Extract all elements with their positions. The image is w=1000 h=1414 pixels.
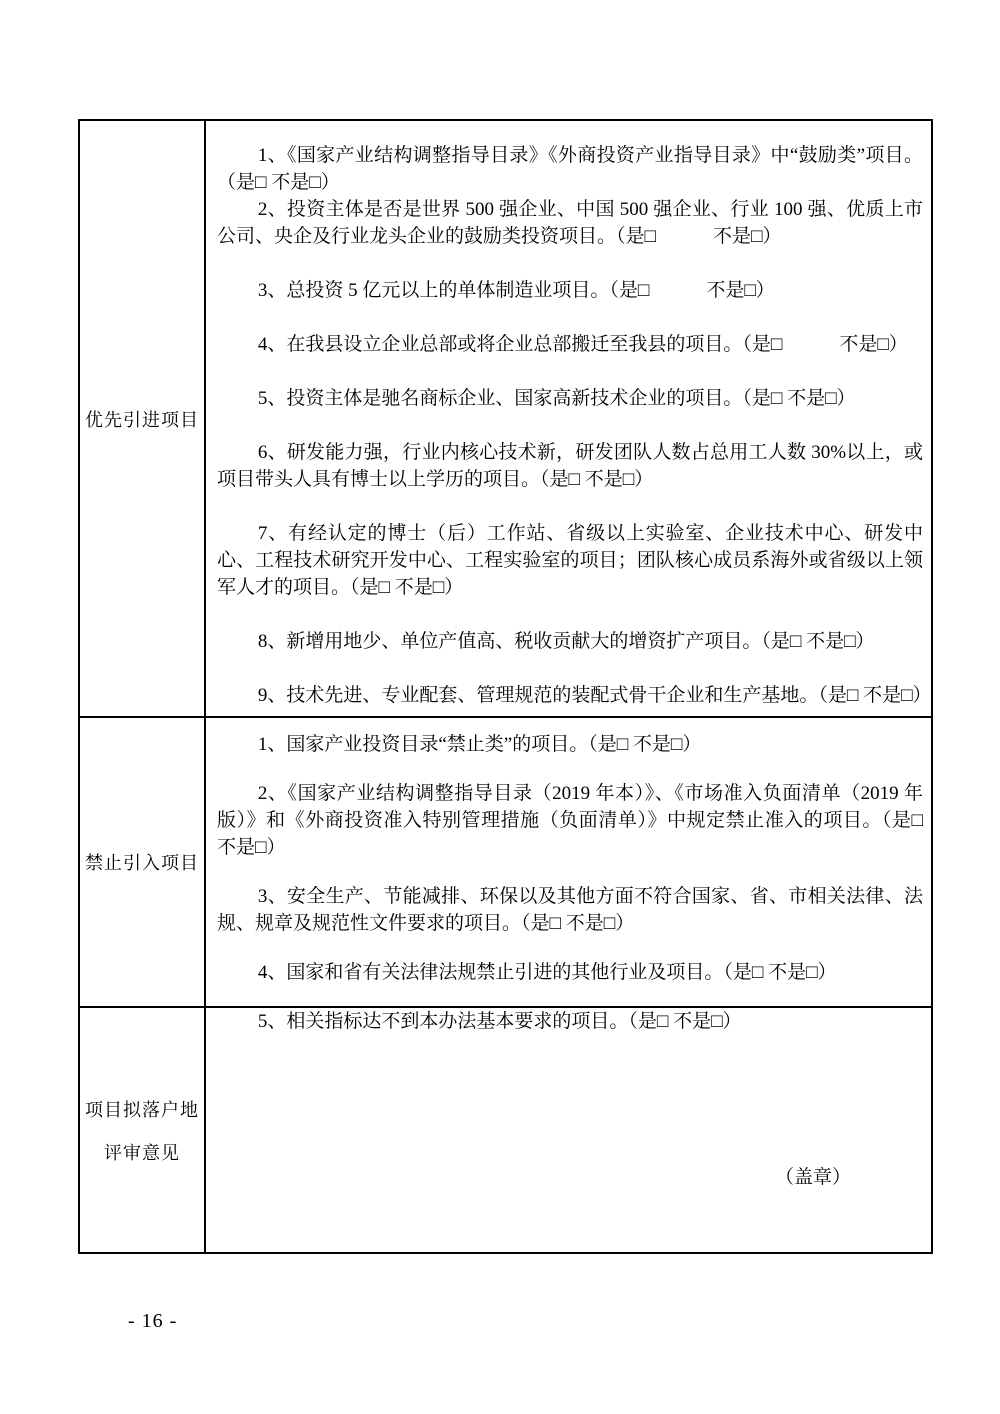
prohibited-projects-criteria [206,718,931,1032]
criteria-item: 6、研发能力强，行业内核心技术新，研发团队人数占总用工人数 30%以上，或项目带头人具有博士以上学历的项目。（是□ 不是□） [217,442,923,490]
criteria-item: 4、在我县设立企业总部或将企业总部搬迁至我县的项目。（是□ 不是□） [257,334,908,355]
row-label-line: 评审意见 [104,1142,180,1163]
settlement-review-opinion-area [206,1008,931,1252]
criteria-item: 7、有经认定的博士（后）工作站、省级以上实验室、企业技术中心、研发中心、工程技术研究开发中心、工程实验室的项目；团队核心成员系海外或省级以上领军人才的项目。（是□ 不是□） [217,523,923,598]
criteria-item: 3、总投资 5 亿元以上的单体制造业项目。（是□ 不是□） [257,280,775,301]
row-label-settlement-review-opinion [80,1008,206,1252]
row-label-priority-projects: 优先引进项目 [80,121,206,716]
stamp-label: （盖章） [774,1167,851,1188]
criteria-item: 5、投资主体是驰名商标企业、国家高新技术企业的项目。（是□ 不是□） [257,388,856,409]
criteria-item: 9、技术先进、专业配套、管理规范的装配式骨干企业和生产基地。（是□ 不是□） [257,685,932,706]
criteria-item: 5、相关指标达不到本办法基本要求的项目。（是□ 不是□） [257,1011,742,1032]
criteria-item: 3、安全生产、节能减排、环保以及其他方面不符合国家、省、市相关法律、法规、规章及规范性文件要求的项目。（是□ 不是□） [217,886,923,934]
project-review-table [78,119,933,1254]
criteria-item: 2、《国家产业结构调整指导目录（2019 年本）》、《市场准入负面清单（2019 年版）》和《外商投资准入特别管理措施（负面清单）》中规定禁止准入的项目。（是□ 不是□） [217,783,923,858]
row-prohibited-projects [80,716,931,1032]
criteria-item: 1、《国家产业结构调整指导目录》《外商投资产业指导目录》中“鼓励类”项目。（是□ 不是□） [217,145,923,193]
row-label-prohibited-projects: 禁止引入项目 [80,718,206,1006]
row-label-line: 项目拟落户地 [85,1099,199,1120]
criteria-item: 8、新增用地少、单位产值高、税收贡献大的增资扩产项目。（是□ 不是□） [257,631,875,652]
priority-projects-criteria [206,121,931,716]
page-number: - 16 - [128,1310,178,1332]
row-settlement-review-opinion [80,1006,931,1252]
criteria-item: 1、国家产业投资目录“禁止类”的项目。（是□ 不是□） [257,734,702,755]
row-priority-projects [80,121,931,716]
criteria-item: 4、国家和省有关法律法规禁止引进的其他行业及项目。（是□ 不是□） [257,962,837,983]
criteria-item: 2、投资主体是否是世界 500 强企业、中国 500 强企业、行业 100 强、优质上市公司、央企及行业龙头企业的鼓励类投资项目。（是□ 不是□） [217,199,923,247]
